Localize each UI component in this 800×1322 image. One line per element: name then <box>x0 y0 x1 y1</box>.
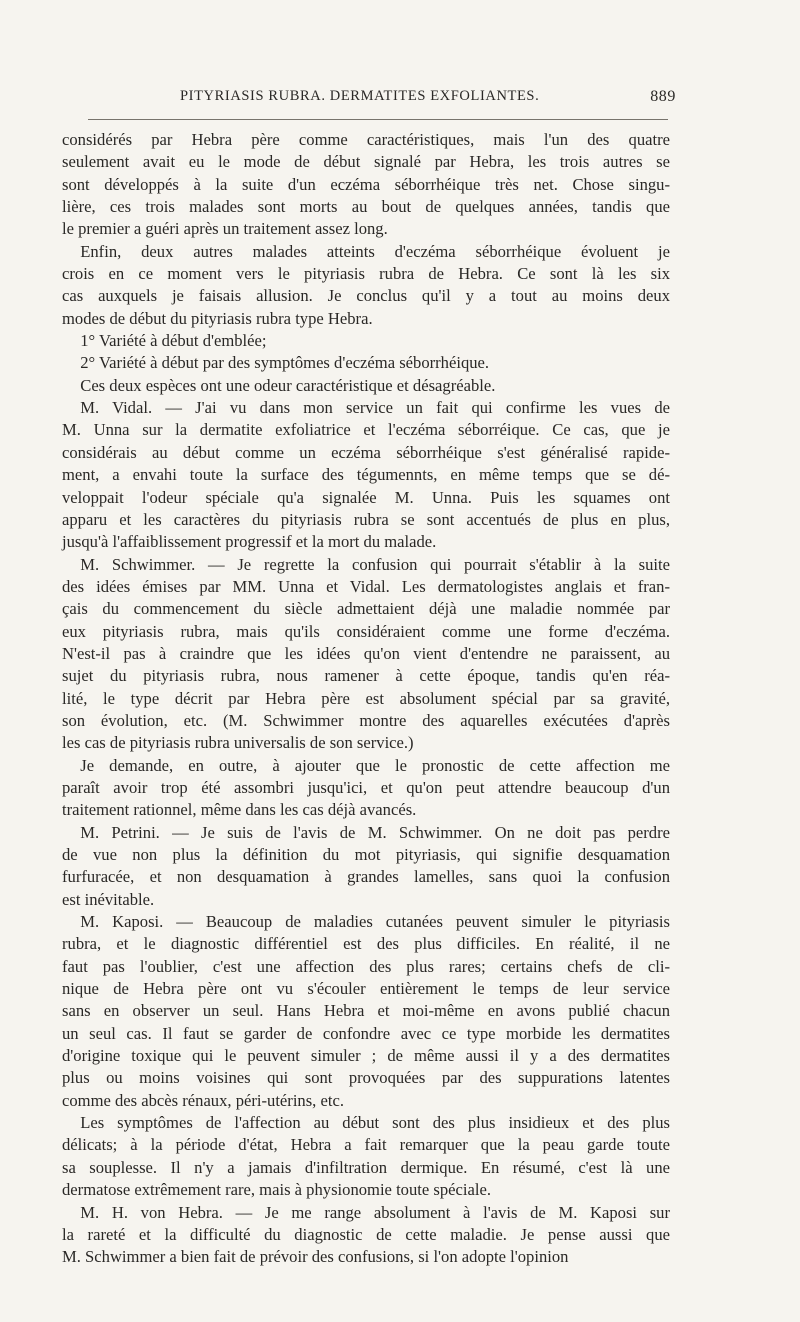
text-line: comme des abcès rénaux, péri-utérins, etc. <box>62 1090 344 1110</box>
text-line: crois en ce moment vers le pityriasis rubra de Hebra. Ce sont là les six <box>62 264 670 284</box>
text-line: traitement rationnel, même dans les cas déjà avancés. <box>62 800 417 820</box>
text-line: M. Unna sur la dermatite exfoliatrice et l'eczéma séborréique. Ce cas, que je <box>62 420 670 440</box>
text-line: M. Schwimmer. — Je regrette la confusion qui pourrait s'établir à la suite <box>80 554 670 574</box>
text-line: M. H. von Hebra. — Je me range absolument à l'avis de M. Kaposi sur <box>80 1202 670 1222</box>
running-title: PITYRIASIS RUBRA. DERMATITES EXFOLIANTES. <box>180 88 540 104</box>
text-line: çais du commencement du siècle admettaient déjà une maladie nommée par <box>62 599 670 619</box>
body-text <box>62 129 670 1269</box>
text-line: M. Vidal. — J'ai vu dans mon service un fait qui confirme les vues de <box>80 398 670 418</box>
text-line: paraît avoir trop été assombri jusqu'ici, et qu'on peut attendre beaucoup d'un <box>62 777 670 797</box>
text-line: nique de Hebra père ont vu s'écouler entièrement le temps de leur service <box>62 979 670 999</box>
text-line: Enfin, deux autres malades atteints d'eczéma séborrhéique évoluent je <box>80 241 670 261</box>
text-line: la rareté et la difficulté du diagnostic de cette maladie. Je pense aussi que <box>62 1224 670 1244</box>
text-line: modes de début du pityriasis rubra type Hebra. <box>62 308 373 328</box>
text-line: le premier a guéri après un traitement assez long. <box>62 219 388 239</box>
text-line: d'origine toxique qui le peuvent simuler ; de même aussi il y a des dermatites <box>62 1046 670 1066</box>
text-line: considérés par Hebra père comme caractéristiques, mais l'un des quatre <box>62 130 670 149</box>
header-rule <box>88 119 668 120</box>
text-line: considérais au début comme un eczéma séborrhéique s'est généralisé rapide- <box>62 442 670 462</box>
text-line: est inévitable. <box>62 889 155 909</box>
text-line: ment, a envahi toute la surface des tégumennts, en même temps que se dé- <box>62 465 670 485</box>
text-line: un seul cas. Il faut se garder de confondre avec ce type morbide les dermatites <box>62 1023 670 1043</box>
text-line: M. Petrini. — Je suis de l'avis de M. Schwimmer. On ne doit pas perdre <box>80 822 670 842</box>
text-line: Les symptômes de l'affection au début sont des plus insidieux et des plus <box>80 1113 670 1133</box>
text-line: plus ou moins voisines qui sont provoquées par des suppurations latentes <box>62 1068 670 1088</box>
text-line: sans en observer un seul. Hans Hebra et moi-même en avons publié chacun <box>62 1001 670 1021</box>
text-line: les cas de pityriasis rubra universalis de son service.) <box>62 733 414 753</box>
text-line: lité, le type décrit par Hebra père est absolument spécial par sa gravité, <box>62 688 670 708</box>
text-line: lière, ces trois malades sont morts au bout de quelques années, tandis que <box>62 197 670 217</box>
text-line: sont développés à la suite d'un eczéma séborrhéique très net. Chose singu- <box>62 174 670 194</box>
text-line: jusqu'à l'affaiblissement progressif et la mort du malade. <box>62 532 437 552</box>
text-line: cas auxquels je faisais allusion. Je conclus qu'il y a tout au moins deux <box>62 286 670 306</box>
page-number: 889 <box>650 88 676 105</box>
text-line: délicats; à la période d'état, Hebra a fait remarquer que la peau garde toute <box>62 1135 670 1155</box>
text-line: faut pas l'oublier, c'est une affection des plus rares; certains chefs de cli- <box>62 956 670 976</box>
text-line: rubra, et le diagnostic différentiel est des plus difficiles. En réalité, il ne <box>62 934 670 954</box>
text-line: Ces deux espèces ont une odeur caractéristique et désagréable. <box>80 375 496 395</box>
text-line: son évolution, etc. (M. Schwimmer montre des aquarelles exécutées d'après <box>62 710 670 730</box>
text-line: M. Schwimmer a bien fait de prévoir des confusions, si l'on adopte l'opinion <box>62 1247 569 1267</box>
text-line: eux pityriasis rubra, mais qu'ils considéraient comme une forme d'eczéma. <box>62 621 670 641</box>
text-line: N'est-il pas à craindre que les idées qu'on vient d'entendre ne paraissent, au <box>62 643 670 663</box>
text-line: 2° Variété à début par des symptômes d'eczéma séborrhéique. <box>80 353 490 373</box>
text-line: des idées émises par MM. Unna et Vidal. Les dermatologistes anglais et fran- <box>62 576 670 596</box>
text-line: furfuracée, et non desquamation à grandes lamelles, sans quoi la confusion <box>62 867 670 887</box>
text-line: Je demande, en outre, à ajouter que le pronostic de cette affection me <box>80 755 670 775</box>
text-line: 1° Variété à début d'emblée; <box>80 331 267 351</box>
text-line: apparu et les caractères du pityriasis rubra se sont accentués de plus en plus, <box>62 509 670 529</box>
text-line: veloppait l'odeur spéciale qu'a signalée M. Unna. Puis les squames ont <box>62 487 670 507</box>
text-line: dermatose extrêmement rare, mais à physionomie toute spéciale. <box>62 1180 491 1200</box>
text-line: sa souplesse. Il n'y a jamais d'infiltration dermique. En résumé, c'est là une <box>62 1157 670 1177</box>
text-line: sujet du pityriasis rubra, nous ramener à cette époque, tandis qu'en réa- <box>62 666 670 686</box>
text-line: de vue non plus la définition du mot pityriasis, qui signifie desquamation <box>62 845 670 864</box>
text-line: seulement avait eu le mode de début signalé par Hebra, les trois autres se <box>62 152 670 172</box>
text-line: M. Kaposi. — Beaucoup de maladies cutanées peuvent simuler le pityriasis <box>80 912 670 932</box>
